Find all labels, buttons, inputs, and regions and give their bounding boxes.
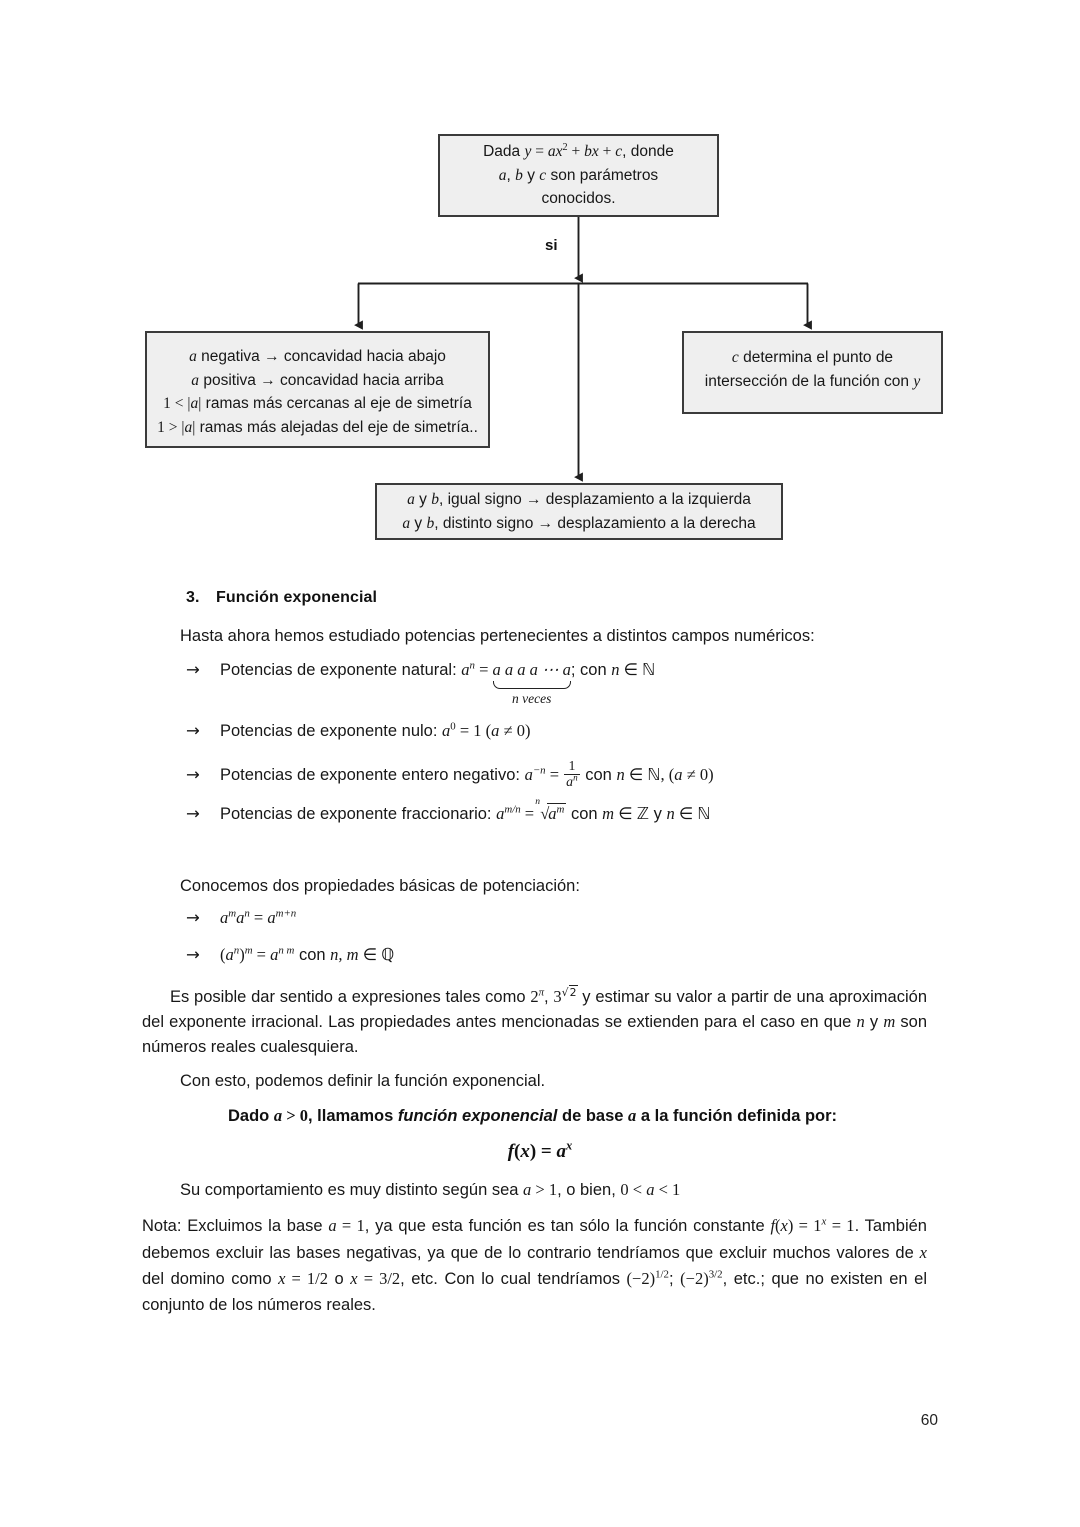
flow-box-coefficient-c xyxy=(682,331,943,414)
note-seg8: , etc.; que no existen en el conjunto de los números reales. xyxy=(142,1270,927,1314)
paragraph-irrational-exponents: Es posible dar sentido a expresiones tales como $2^\pi$, $3^{√2}$ y estimar su valor a partir de una aproximación del exponente irracional. Las propiedades antes mencionadas se extienden para el caso en que n y m son números reales cualesquiera. xyxy=(142,985,928,1056)
note-seg6: , etc. Con lo cual tendríamos xyxy=(400,1270,627,1289)
bullet-zero-exponent: → Potencias de exponente nulo: $a^0 = 1$ (a ≠ 0) xyxy=(186,720,531,740)
flow-box-ab-line1: a y b, igual signo → desplazamiento a la izquierda xyxy=(407,490,751,508)
flow-box-c-line1: c determina el punto de xyxy=(731,349,894,366)
bullet-fractional-exponent: → Potencias de exponente fraccionario: $a^{m/n}$ = n $√a^m$ con m ∈ ℤ y n ∈ ℕ xyxy=(186,796,711,823)
behavior-seg2: , o bien, xyxy=(557,1181,621,1199)
flow-box-ab-line2: a y b, distinto signo → desplazamiento a la derecha xyxy=(402,514,756,532)
property-power-of-power: → $(a^n)^m = a^{n m}$ con n, m ∈ ℚ xyxy=(186,944,395,964)
arrow-icon: → xyxy=(186,908,200,927)
flow-edge-label-si: si xyxy=(545,237,558,254)
arrow-icon: → xyxy=(186,804,200,823)
fraction-one-over-a-n xyxy=(564,759,580,789)
underbrace-body: a a a a ⋯ a xyxy=(492,660,571,679)
flowchart-connectors xyxy=(0,0,1080,560)
fraction-denominator: $a^n$ xyxy=(566,772,578,789)
irrational-seg4: son números reales cualesquiera. xyxy=(142,1012,928,1056)
note-seg4: del domino como xyxy=(142,1270,279,1289)
underbrace-line xyxy=(493,681,571,689)
flow-box-coefficients-ab xyxy=(375,483,783,540)
flow-box-a-line2: a positiva → concavidad hacia arriba xyxy=(191,371,444,389)
root-index: n xyxy=(535,796,540,807)
bullet-zero-label: Potencias de exponente nulo: xyxy=(220,722,443,740)
underbrace-label: n veces xyxy=(512,691,552,706)
bullet-natural-exponent: → Potencias de exponente natural: $a^n = a$ a a a ⋯ a n veces ; con n ∈ ℕ xyxy=(186,659,656,706)
bullet-natural-label: Potencias de exponente natural: xyxy=(220,661,462,679)
page-number: 60 xyxy=(920,1412,938,1429)
flow-box-a-line4: 1 > |a| ramas más alejadas del eje de simetría.. xyxy=(157,418,478,436)
definition-emphasis: función exponencial xyxy=(397,1107,558,1125)
flow-box-premise-line3: conocidos. xyxy=(541,190,616,208)
behavior-paragraph: Su comportamiento es muy distinto según sea a > 1, o bien, 0 < a < 1 xyxy=(180,1180,681,1199)
arrow-icon: → xyxy=(186,764,200,784)
flow-box-c-line2: intersección de la función con y xyxy=(704,372,921,390)
properties-intro: Conocemos dos propiedades básicas de potenciación: xyxy=(180,877,580,895)
note-seg3: . También debemos excluir las bases negativas, ya que de lo contrario tendríamos que excluir muchos valores de xyxy=(142,1217,927,1262)
flow-box-premise-line1: Dada $y = ax^2$ + bx + c, donde xyxy=(483,142,674,161)
flow-box-premise xyxy=(438,134,719,217)
root-radicand: $a^m$ xyxy=(548,803,565,823)
intro-paragraph: Hasta ahora hemos estudiado potencias pertenecientes a distintos campos numéricos: xyxy=(180,627,815,645)
exponential-definition: Dado a > 0, llamamos función exponencial de base a a la función definida por: xyxy=(228,1106,838,1125)
irrational-seg2: y estimar su valor a partir de una aproximación del exponente irracional. Las propiedades antes mencionadas se extienden para el caso en que xyxy=(142,988,927,1031)
flow-box-a-line3: 1 < |a| ramas más cercanas al eje de simetría xyxy=(163,395,472,413)
fraction-numerator: 1 xyxy=(564,759,580,775)
behavior-seg1: Su comportamiento es muy distinto según sea xyxy=(180,1181,524,1199)
note-seg1: Nota: Excluimos la base xyxy=(142,1217,329,1235)
exponential-formula: $f(x) = a^x$ xyxy=(507,1138,573,1162)
note-seg5: o xyxy=(328,1270,351,1289)
flowchart-diagram xyxy=(0,0,1080,560)
irrational-seg1: Es posible dar sentido a expresiones tales como xyxy=(170,988,531,1006)
flow-box-premise-line2: a, b y c son parámetros xyxy=(498,166,659,184)
arrow-icon: → xyxy=(186,721,200,740)
bullet-negative-label: Potencias de exponente entero negativo: xyxy=(220,765,525,784)
definition-lead-paragraph: Con esto, podemos definir la función exponencial. xyxy=(180,1072,546,1090)
arrow-icon: → xyxy=(186,945,200,964)
underbrace-n-veces xyxy=(492,660,571,706)
note-paragraph: Nota: Excluimos la base a = 1, ya que esta función es tan sólo la función constante $f(x) = 1^x = 1$. También debemos excluir las bases negativas, ya que de lo contrario tendríamos que excluir muchos valores de x del domino como x = 1/2 o x = 3/2, etc. Con lo cual tendríamos $(-2)^{1/2}$; $(-2)^{3/2}$, etc.; que no existen en el conjunto de los números reales. xyxy=(142,1215,927,1314)
bullet-fractional-label: Potencias de exponente fraccionario: xyxy=(220,805,497,823)
section-number: 3. xyxy=(186,589,200,606)
bullet-negative-exponent: → Potencias de exponente entero negativo: $a^{-n}$ = $\frac{1}{a^n}$ con n ∈ ℕ, (a ≠ 0) xyxy=(186,758,714,789)
flow-box-a-line1: a negativa → concavidad hacia abajo xyxy=(189,348,446,365)
property-product-of-powers: → $a^ma^n = a^{m+n}$ xyxy=(186,907,297,927)
section-title: Función exponencial xyxy=(216,589,378,606)
arrow-icon: → xyxy=(186,660,200,679)
flow-box-coefficient-a xyxy=(145,331,490,448)
note-seg2: , ya que esta función es tan sólo la función constante xyxy=(364,1217,771,1235)
nth-root-icon: n $√a^m$ xyxy=(535,796,565,823)
section-heading xyxy=(186,589,377,607)
